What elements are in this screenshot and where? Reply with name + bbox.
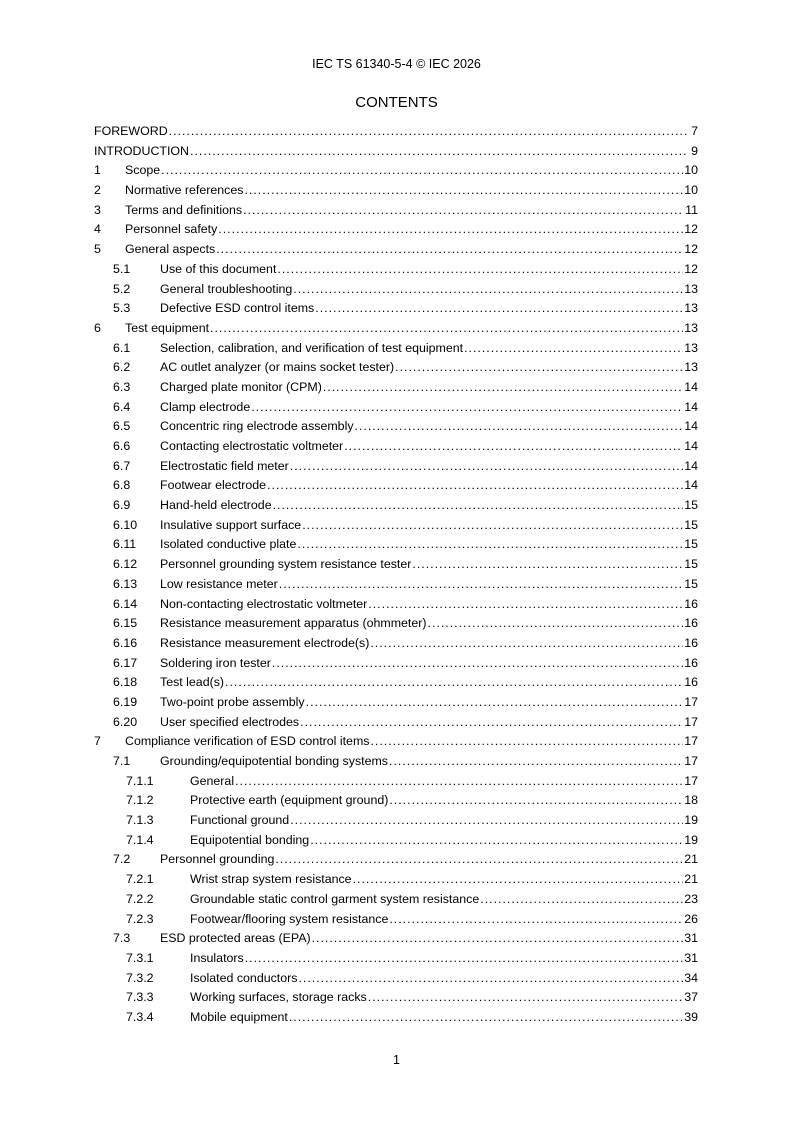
toc-leader-dots [306, 695, 684, 709]
toc-leader-dots [464, 341, 683, 355]
toc-leader-dots [428, 616, 684, 630]
toc-entry[interactable] [94, 203, 698, 223]
toc-entry-page: 12 [684, 261, 698, 276]
toc-entry-number: 6.8 [113, 478, 131, 493]
toc-entry-page: 26 [684, 911, 698, 926]
toc-leader-dots [190, 144, 687, 158]
toc-entry-page: 14 [684, 399, 698, 414]
table-of-contents [94, 124, 698, 1030]
toc-entry-page: 7 [691, 124, 698, 138]
toc-entry[interactable] [94, 301, 698, 321]
toc-leader-dots [300, 715, 683, 729]
toc-entry-number: 3 [94, 202, 101, 217]
toc-entry-page: 13 [684, 301, 698, 316]
toc-entry-page: 21 [684, 852, 698, 867]
toc-entry[interactable] [94, 222, 698, 242]
toc-entry-number: 4 [94, 222, 101, 237]
toc-entry-page: 9 [691, 143, 698, 158]
toc-entry-title: Groundable static control garment system resistance [190, 891, 480, 906]
toc-entry-number: 6.3 [113, 379, 131, 394]
toc-leader-dots [290, 459, 683, 473]
toc-entry-number: 7.3.4 [126, 1009, 154, 1024]
toc-entry[interactable] [94, 282, 698, 302]
toc-leader-dots [161, 163, 683, 177]
toc-entry-number: 1 [94, 163, 101, 178]
toc-leader-dots [251, 400, 683, 414]
toc-entry-page: 13 [684, 320, 698, 335]
toc-entry-number: 5.3 [113, 301, 131, 316]
toc-entry[interactable] [94, 518, 698, 538]
toc-entry-page: 16 [684, 635, 698, 650]
toc-entry-page: 14 [684, 379, 698, 394]
toc-entry-number: 5 [94, 242, 101, 257]
toc-entry[interactable] [94, 1010, 698, 1030]
toc-entry-number: 7.2.3 [126, 911, 154, 926]
toc-entry-title: Test lead(s) [160, 675, 225, 690]
toc-entry[interactable] [94, 262, 698, 282]
toc-entry-title: Clamp electrode [160, 399, 251, 414]
toc-entry-title: Concentric ring electrode assembly [160, 419, 354, 434]
toc-entry-page: 15 [684, 557, 698, 572]
toc-entry-page: 10 [684, 183, 698, 198]
toc-leader-dots [225, 675, 683, 689]
toc-leader-dots [235, 774, 683, 788]
toc-entry-title: Low resistance meter [160, 576, 278, 591]
toc-entry-number: 6.17 [113, 655, 138, 670]
toc-entry-number: 6.19 [113, 694, 138, 709]
toc-leader-dots [245, 951, 683, 965]
toc-entry[interactable] [94, 715, 698, 735]
toc-entry[interactable] [94, 183, 698, 203]
toc-entry-title: User specified electrodes [160, 714, 300, 729]
toc-entry-number: 6.12 [113, 557, 138, 572]
toc-entry-title: Personnel grounding [160, 852, 275, 867]
toc-entry[interactable] [94, 242, 698, 262]
toc-entry-number: 7.1.1 [126, 773, 154, 788]
toc-entry-number: 6.11 [113, 537, 137, 552]
toc-entry-number: 7.2 [113, 852, 131, 867]
toc-entry[interactable] [94, 537, 698, 557]
toc-entry[interactable] [94, 636, 698, 656]
toc-entry[interactable] [94, 931, 698, 951]
toc-entry-number: 7.1 [113, 754, 131, 768]
toc-entry-title: Hand-held electrode [160, 498, 272, 513]
toc-entry-page: 14 [684, 478, 698, 493]
toc-leader-dots [323, 380, 683, 394]
toc-leader-dots [370, 636, 683, 650]
toc-entry-title: INTRODUCTION [94, 143, 189, 158]
toc-entry[interactable] [94, 695, 698, 715]
contents-title: CONTENTS [355, 94, 438, 111]
toc-entry-number: 6.7 [113, 458, 131, 473]
toc-entry-title: Insulators [190, 950, 244, 965]
toc-entry[interactable] [94, 459, 698, 479]
toc-entry-title: Mobile equipment [190, 1009, 288, 1024]
toc-entry-title: Two-point probe assembly [160, 694, 305, 709]
page-number: 1 [393, 1053, 400, 1067]
toc-entry-title: Terms and definitions [125, 202, 243, 217]
toc-entry-page: 13 [684, 281, 698, 296]
toc-entry-page: 31 [684, 950, 698, 965]
toc-entry-title: Protective earth (equipment ground) [190, 793, 389, 808]
toc-entry[interactable] [94, 951, 698, 971]
toc-leader-dots [279, 577, 683, 591]
toc-entry-number: 7.1.3 [126, 813, 154, 828]
toc-entry-title: Grounding/equipotential bonding systems [160, 754, 388, 768]
toc-entry-number: 5.2 [113, 281, 131, 296]
toc-entry-number: 7.2.1 [126, 872, 154, 887]
toc-leader-dots [218, 222, 683, 236]
toc-entry-page: 15 [684, 498, 698, 513]
toc-entry-page: 34 [684, 970, 698, 985]
toc-entry-title: Equipotential bonding [190, 832, 310, 847]
toc-leader-dots [389, 793, 683, 807]
toc-entry-number: 7.3.1 [126, 950, 154, 965]
toc-entry-page: 14 [684, 419, 698, 434]
toc-entry-number: 6.5 [113, 419, 131, 434]
toc-entry-title: Use of this document [160, 261, 277, 276]
toc-leader-dots [412, 557, 683, 571]
toc-entry-title: Personnel grounding system resistance tester [160, 557, 412, 572]
toc-entry[interactable] [94, 557, 698, 577]
toc-entry-title: Resistance measurement apparatus (ohmmeter) [160, 616, 427, 631]
toc-leader-dots [244, 183, 683, 197]
toc-entry[interactable] [94, 341, 698, 361]
toc-entry[interactable] [94, 793, 698, 813]
toc-entry-title: FOREWORD [94, 124, 168, 138]
toc-entry-number: 6.15 [113, 616, 138, 631]
toc-entry-number: 6.9 [113, 498, 131, 513]
toc-entry-number: 7.3 [113, 931, 131, 946]
toc-entry-title: Charged plate monitor (CPM) [160, 379, 322, 394]
toc-entry-page: 17 [684, 734, 698, 749]
toc-leader-dots [267, 478, 683, 492]
toc-entry[interactable] [94, 852, 698, 872]
toc-entry-page: 16 [684, 655, 698, 670]
toc-entry-number: 6.13 [113, 576, 138, 591]
toc-entry-title: Functional ground [190, 813, 290, 828]
toc-entry-number: 7.3.3 [126, 990, 154, 1005]
toc-entry[interactable] [94, 754, 698, 774]
toc-entry-title: Working surfaces, storage racks [190, 990, 367, 1005]
toc-leader-dots [210, 321, 683, 335]
toc-entry[interactable] [94, 577, 698, 597]
toc-entry-page: 10 [684, 163, 698, 178]
toc-entry-number: 7.1.4 [126, 832, 154, 847]
toc-entry-page: 21 [684, 872, 698, 887]
toc-entry-title: Contacting electrostatic voltmeter [160, 439, 344, 453]
toc-leader-dots [480, 892, 683, 906]
toc-leader-dots [389, 754, 683, 768]
toc-entry-title: Insulative support surface [160, 517, 302, 532]
toc-entry[interactable] [94, 675, 698, 695]
toc-leader-dots [344, 439, 683, 453]
toc-entry-page: 17 [684, 714, 698, 729]
toc-entry-number: 6.14 [113, 596, 138, 611]
toc-leader-dots [298, 971, 683, 985]
toc-entry-page: 17 [684, 773, 698, 788]
toc-entry-title: ESD protected areas (EPA) [160, 931, 311, 946]
toc-entry-number: 7.1.2 [126, 793, 154, 808]
toc-entry-number: 7.3.2 [126, 970, 154, 985]
toc-entry-number: 6.4 [113, 399, 131, 414]
toc-entry-title: Test equipment [125, 320, 210, 335]
toc-entry-title: Isolated conductive plate [160, 537, 297, 552]
toc-entry-page: 15 [684, 537, 698, 552]
toc-entry-title: Resistance measurement electrode(s) [160, 635, 370, 650]
toc-entry-page: 18 [684, 793, 698, 808]
toc-leader-dots [290, 813, 683, 827]
toc-entry[interactable] [94, 656, 698, 676]
toc-leader-dots [169, 124, 687, 138]
toc-entry-page: 17 [684, 694, 698, 709]
toc-leader-dots [389, 912, 683, 926]
toc-entry-title: General aspects [125, 242, 216, 257]
toc-entry-number: 5.1 [113, 261, 131, 276]
toc-leader-dots [353, 872, 684, 886]
toc-entry-title: AC outlet analyzer (or mains socket tester) [160, 360, 395, 375]
toc-entry-page: 16 [684, 675, 698, 690]
toc-entry-page: 17 [684, 754, 698, 768]
toc-entry-title: Normative references [125, 183, 244, 198]
toc-entry[interactable] [94, 360, 698, 380]
toc-entry-title: Compliance verification of ESD control items [125, 734, 370, 749]
toc-leader-dots [293, 282, 683, 296]
toc-entry[interactable] [94, 813, 698, 833]
toc-entry-number: 6.10 [113, 517, 138, 532]
toc-entry-number: 6 [94, 320, 101, 335]
toc-entry-number: 7.2.2 [126, 891, 154, 906]
toc-entry-page: 13 [684, 340, 698, 355]
toc-entry-number: 6.18 [113, 675, 138, 690]
toc-leader-dots [297, 537, 683, 551]
toc-leader-dots [395, 360, 683, 374]
toc-entry-number: 2 [94, 183, 101, 198]
toc-entry-title: Isolated conductors [190, 970, 298, 985]
toc-entry-page: 23 [684, 891, 698, 906]
toc-entry-title: Electrostatic field meter [160, 458, 289, 473]
toc-leader-dots [310, 833, 683, 847]
toc-entry-page: 15 [684, 517, 698, 532]
toc-entry-page: 16 [684, 596, 698, 611]
toc-leader-dots [368, 990, 683, 1004]
toc-entry[interactable] [94, 833, 698, 853]
toc-entry-title: Footwear electrode [160, 478, 267, 493]
toc-entry-number: 6.2 [113, 360, 131, 375]
toc-entry-number: 6.6 [113, 439, 131, 453]
toc-entry-number: 7 [94, 734, 101, 749]
toc-entry-number: 6.20 [113, 714, 138, 729]
toc-leader-dots [272, 656, 683, 670]
toc-entry[interactable] [94, 163, 698, 183]
toc-entry-title: General [190, 773, 235, 788]
toc-entry-page: 11 [685, 202, 698, 217]
toc-leader-dots [243, 203, 684, 217]
toc-entry[interactable] [94, 478, 698, 498]
toc-leader-dots [315, 301, 683, 315]
toc-entry[interactable] [94, 419, 698, 439]
toc-leader-dots [289, 1010, 683, 1024]
toc-entry[interactable] [94, 144, 698, 164]
toc-entry-page: 15 [684, 576, 698, 591]
toc-entry-page: 12 [684, 242, 698, 257]
toc-entry-page: 39 [684, 1009, 698, 1024]
toc-entry-title: Footwear/flooring system resistance [190, 911, 389, 926]
toc-entry-title: Wrist strap system resistance [190, 872, 352, 887]
toc-entry[interactable] [94, 912, 698, 932]
toc-leader-dots [370, 734, 683, 748]
toc-entry[interactable] [94, 124, 698, 144]
toc-entry-title: Non-contacting electrostatic voltmeter [160, 596, 368, 611]
toc-entry[interactable] [94, 734, 698, 754]
toc-entry[interactable] [94, 892, 698, 912]
toc-leader-dots [355, 419, 684, 433]
toc-leader-dots [368, 597, 683, 611]
toc-entry[interactable] [94, 380, 698, 400]
toc-leader-dots [275, 852, 683, 866]
toc-entry-page: 31 [684, 931, 698, 946]
toc-entry-page: 13 [684, 360, 698, 375]
toc-entry[interactable] [94, 498, 698, 518]
toc-entry[interactable] [94, 872, 698, 892]
toc-entry[interactable] [94, 321, 698, 341]
page-header: IEC TS 61340-5-4 © IEC 2026 [312, 57, 481, 71]
toc-entry-title: Personnel safety [125, 222, 218, 237]
toc-entry-page: 19 [684, 832, 698, 847]
toc-entry[interactable] [94, 597, 698, 617]
toc-entry[interactable] [94, 971, 698, 991]
toc-entry-page: 19 [684, 813, 698, 828]
toc-entry-title: Scope [125, 163, 161, 178]
toc-entry-page: 12 [684, 222, 698, 237]
toc-entry[interactable] [94, 439, 698, 459]
toc-entry-number: 6.16 [113, 635, 138, 650]
toc-leader-dots [216, 242, 683, 256]
toc-leader-dots [273, 498, 684, 512]
toc-entry[interactable] [94, 616, 698, 636]
toc-leader-dots [312, 931, 684, 945]
toc-entry-title: Soldering iron tester [160, 655, 271, 670]
toc-entry-title: Defective ESD control items [160, 301, 315, 316]
toc-entry[interactable] [94, 774, 698, 794]
toc-entry-number: 6.1 [113, 340, 131, 355]
toc-entry-title: General troubleshooting [160, 281, 293, 296]
toc-entry[interactable] [94, 990, 698, 1010]
toc-entry-page: 16 [684, 616, 698, 631]
toc-leader-dots [277, 262, 683, 276]
toc-entry-page: 14 [684, 458, 698, 473]
toc-entry[interactable] [94, 400, 698, 420]
toc-entry-title: Selection, calibration, and verification of test equipment [160, 340, 464, 355]
toc-entry-page: 14 [684, 439, 698, 453]
toc-leader-dots [302, 518, 683, 532]
toc-entry-page: 37 [684, 990, 698, 1005]
